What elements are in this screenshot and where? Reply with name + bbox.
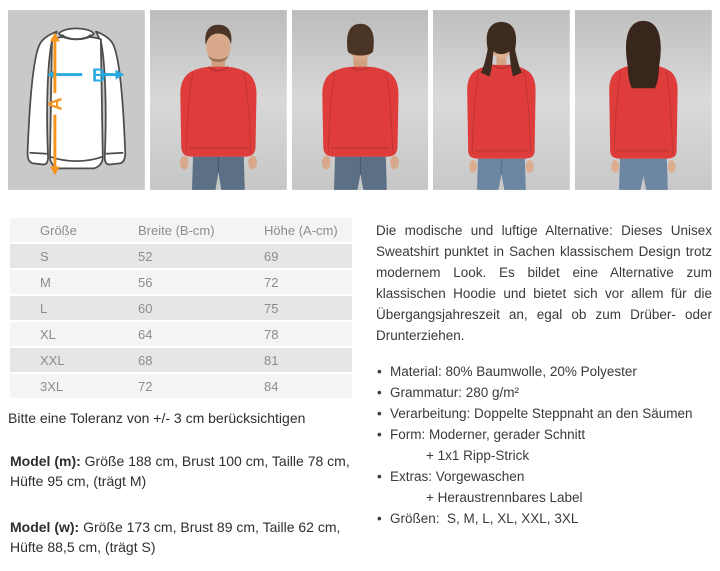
table-cell: XXL: [10, 347, 136, 373]
feature-text: Extras: Vorgewaschen: [390, 469, 525, 484]
product-image-male-front[interactable]: [150, 8, 287, 192]
table-cell: 72: [136, 373, 262, 399]
product-image-gallery: [0, 0, 720, 192]
feature-form: [376, 424, 712, 466]
table-cell: L: [10, 295, 136, 321]
table-row-s: [10, 243, 352, 269]
feature-grammatur: [376, 382, 712, 403]
male-front-photo: [150, 8, 287, 192]
table-cell: XL: [10, 321, 136, 347]
left-hand: [321, 156, 330, 170]
table-row-3xl: [10, 373, 352, 399]
table-row-xxl: [10, 347, 352, 373]
hair-long-back: [626, 21, 661, 88]
table-cell: M: [10, 269, 136, 295]
table-cell: 64: [136, 321, 262, 347]
hair-back: [347, 24, 374, 56]
model-m-info: [10, 451, 358, 492]
table-cell: 56: [136, 269, 262, 295]
male-back-photo: [292, 8, 429, 192]
left-hand: [470, 160, 478, 173]
col-header-breite: Breite (B-cm): [136, 218, 262, 243]
feature-extras: [376, 466, 712, 508]
table-cell: 78: [262, 321, 352, 347]
left-hand: [611, 160, 619, 173]
table-cell: 60: [136, 295, 262, 321]
feature-text: Grammatur: 280 g/m²: [390, 385, 520, 400]
feature-text: Größen: S, M, L, XL, XXL, 3XL: [390, 511, 579, 526]
right-hand: [526, 160, 534, 173]
female-front-photo: [433, 8, 570, 192]
diagram-label-b: B: [92, 64, 106, 86]
product-description: Die modische und luftige Alternative: Dieses Unisex Sweatshirt punktet in Sachen klassischem Design trotz modernem Look. Es bildet eine Alternative zum klassischen Hoodie und bietet sich vor allem für die Übergangsjahreszeit an, egal ob zum Drüber- oder Drunterziehen.: [376, 223, 712, 343]
feature-groessen: [376, 508, 712, 529]
feature-material: [376, 361, 712, 382]
table-cell: 72: [262, 269, 352, 295]
model-w-label: Model (w):: [10, 518, 80, 535]
left-hand: [180, 156, 189, 170]
table-cell: 52: [136, 243, 262, 269]
feature-text: Verarbeitung: Doppelte Steppnaht an den Säumen: [390, 406, 693, 421]
product-details: [0, 192, 720, 557]
table-cell: 75: [262, 295, 352, 321]
product-image-female-back[interactable]: [575, 8, 712, 192]
col-header-hoehe: Höhe (A-cm): [262, 218, 352, 243]
table-cell: 84: [262, 373, 352, 399]
table-row-xl: [10, 321, 352, 347]
product-image-female-front[interactable]: [433, 8, 570, 192]
feature-text: Material: 80% Baumwolle, 20% Polyester: [390, 364, 637, 379]
model-m-text: Größe 188 cm, Brust 100 cm, Taille 78 cm, Hüfte 95 cm, (trägt M): [10, 453, 350, 490]
right-hand: [390, 156, 399, 170]
feature-subtext: + 1x1 Ripp-Strick: [426, 448, 530, 463]
description-column: [376, 220, 712, 529]
size-diagram-illustration: [8, 8, 145, 192]
diagram-label-a: A: [44, 97, 66, 111]
table-cell: 3XL: [10, 373, 136, 399]
feature-text: Form: Moderner, gerader Schnitt: [390, 427, 586, 442]
feature-verarbeitung: [376, 403, 712, 424]
feature-list: [376, 361, 712, 529]
model-w-info: [10, 517, 358, 558]
col-header-groesse: Größe: [10, 218, 136, 243]
table-row-l: [10, 295, 352, 321]
model-m-label: Model (m):: [10, 453, 81, 469]
tolerance-note: Bitte eine Toleranz von +/- 3 cm berücksichtigen: [8, 410, 306, 426]
feature-subtext: + Heraustrennbares Label: [426, 490, 583, 505]
table-cell: 68: [136, 347, 262, 373]
female-back-photo: [575, 8, 712, 192]
size-table-header-row: [10, 218, 352, 243]
table-cell: S: [10, 243, 136, 269]
size-chart-column: [8, 218, 360, 557]
right-hand: [668, 160, 676, 173]
model-w-text: Größe 173 cm, Brust 89 cm, Taille 62 cm, Hüfte 88,5 cm, (trägt S): [10, 518, 341, 555]
size-table: [10, 218, 352, 400]
table-row-m: [10, 269, 352, 295]
table-cell: 69: [262, 243, 352, 269]
table-cell: 81: [262, 347, 352, 373]
product-image-size-diagram[interactable]: [8, 8, 145, 192]
right-hand: [248, 156, 257, 170]
product-image-male-back[interactable]: [292, 8, 429, 192]
sweatshirt-outline: [28, 28, 126, 168]
